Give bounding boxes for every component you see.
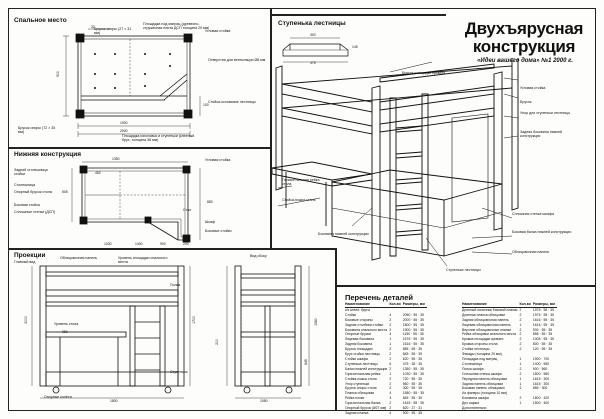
part-qty: 2 [519,371,522,376]
dim-lower-1350: 1350 [112,157,120,161]
part-name: Верхние облицовочные планки [462,327,512,332]
part-name: Боковина шкафа [462,396,489,401]
part-name: Боковая панель облицовки [462,386,505,391]
part-name: Опорные бруски [345,332,371,337]
part-size: 2050 · 55 · 35 [402,312,424,317]
part-name: Опорный брусок (Ø27 мм) [345,406,387,411]
part-name: Кромка площадки кровати [462,337,504,342]
part-qty: 2 [389,366,392,371]
part-qty: 1 [519,401,522,406]
part-size: 845 · 55 · 35 [402,396,423,401]
part-size: 1580 · 55 · 35 [402,391,424,396]
part-size: 1576 · 55 · 35 [402,337,424,342]
part-name: Кромка стороны стола [462,342,498,347]
label-3d-stair-step: Ступенька лестницы [446,268,481,272]
parts-table-right [462,302,557,411]
part-name: Длинная планка облицовки [462,312,506,317]
label-3d-lower-side: Боковина нижней конструкции [318,232,369,236]
part-qty: 2 [519,347,522,352]
label-lower-corner-post: Угловая стойка [205,158,231,162]
part-qty: 2 [389,322,392,327]
dim-sleep-100: 100 [203,103,209,107]
label-proj-step: Ступенька [170,370,188,374]
part-size: 2000 · 55 · 35 [402,317,424,322]
part-qty: 4 [389,312,392,317]
part-size: 1616 · 55 · 35 [402,342,424,347]
part-qty: 2 [389,352,392,357]
part-size: 855 · 300 [532,386,548,391]
dim-sleep-900: 900 [55,71,60,77]
divider-3d-parts [335,285,596,287]
part-size: 300 · 55 · 35 [402,386,423,391]
part-name: Стойка-ножка стола [345,376,377,381]
label-3d-corner-post: Угловая стойка [520,86,546,90]
dim-lower-450: 450 [95,171,101,175]
label-3d-bed-beam: Брусок площадки кровати [402,71,446,75]
label-3d-beam: Брусок [520,100,532,104]
part-qty: 1 [389,371,392,376]
part-name: Рейка облицовки спального места [462,332,516,337]
label-lower-table-beam: Опорный брусок стола [14,190,52,194]
section-title-parts: Перечень деталей [345,293,414,302]
dim-proj-1580: 1580 [313,318,318,326]
parts-row [345,411,427,416]
part-size: 1615 · 300 [532,381,550,386]
part-qty: 2 [519,327,522,332]
label-3d-desk-leg: Стойка-ножка стола [282,198,316,202]
part-name: Горизонтальная рейка [345,371,381,376]
label-3d-desk-rail: Горизонтальная рейка стола [282,178,320,186]
part-size: 1500 · 400 [532,401,550,406]
part-qty: 1 [519,361,522,366]
part-name: Стойка лестницы [462,347,490,352]
part-size: 1976 · 55 · 35 [532,307,555,312]
part-name: Площадка под матрац [462,356,498,361]
part-qty: 2 [519,337,522,342]
main-view-projection [30,262,210,404]
part-name: Боковые стороны [345,317,373,322]
dim-lower-1030: 1030 [104,242,112,246]
label-proj-cladding: Облицовочная панель [60,256,98,260]
dim-proj-1050: 1050 [260,399,268,403]
parts-header-qty: Кол-во [519,302,531,306]
part-qty: 2 [389,347,392,352]
part-size: 845 · 55 · 35 [402,352,423,357]
part-name: Дно ящика [462,401,479,406]
part-qty: 2 [389,406,392,411]
part-size: 1150 · 55 · 35 [402,332,424,337]
part-name: Сплошная стенка шкафа [462,371,502,376]
part-size: 900 · 560 [532,366,548,371]
label-proj-table-level: Уровень стола [54,322,79,326]
parts-header-size: Размеры, мм [532,302,555,306]
part-qty: 2 [519,342,522,347]
label-3d-cabinet-wall: Сплошная стенка шкафа [512,212,555,216]
part-name: Брусок площадки [345,347,373,352]
part-size [533,406,557,411]
part-qty: 1 [519,322,522,327]
part-size: 820 · 27 · 31 [402,406,423,411]
part-size: 900 · 55 · 35 [402,410,423,415]
label-lower-side-posts: Боковые стойки [205,229,232,233]
view-label-side: Вид сбоку [250,254,267,258]
page-subtitle: «Идеи вашего дома» №1 2000 г. [477,58,573,64]
part-qty [519,406,532,411]
dim-proj-2000: 2000 [23,316,28,324]
part-size: 475 · 35 · 35 [402,361,423,366]
dim-sleep-32: 32 [91,25,95,29]
part-qty: 3 [389,396,392,401]
dim-lower-200: 200 [183,242,189,246]
part-name: Задние столбики стойки [345,322,384,327]
part-name: Упор ступеньки [345,381,370,386]
part-name: Брус стойки лестницы [345,352,380,357]
parts-row [462,406,557,411]
dim-proj-845: 845 [303,359,308,365]
label-sleep-vent: Отверстия для вентиляции Ø8 мм [208,58,266,62]
part-qty: 2 [519,366,522,371]
label-sleep-beam-bottom: Брусок опоры (72 × 35 мм) [18,126,56,134]
label-lower-back-post: Задний столешница стойки [14,168,48,176]
label-3d-step-support: Упор для ступеньки лестницы [520,111,571,115]
label-lower-table: Стол [183,208,192,212]
parts-row [462,323,557,328]
part-name: Лицевая облицовочная панель [462,322,511,327]
part-qty: 1 [519,381,522,386]
label-3d-cladding: Облицовочная панель [512,250,550,254]
part-name: Горизонтальная балка [345,401,381,406]
part-qty: 2 [519,332,522,337]
part-size: 1616 · 55 · 35 [532,317,555,322]
part-size: 120 · 55 · 35 [532,347,553,352]
part-name: Планка облицовки [345,391,375,396]
part-size: 1900 · 55 · 35 [402,327,424,332]
part-size: 1030 · 55 · 35 [402,371,424,376]
dim-stair-145: 145 [352,45,358,49]
parts-header-name: Наименование [345,302,389,307]
dim-proj-1700: 1700 [191,316,196,324]
label-lower-tabletop: Столешница [14,183,36,187]
lower-construction-plan [60,160,220,245]
label-sleep-beam-top: Брусок опоры (27 × 31 мм) [94,27,132,35]
dim-lower-505: 505 [62,190,68,194]
part-name: Задняя облицовочная панель [462,317,509,322]
label-lower-walls: Сплошные стенки (ДСП) [14,210,56,214]
part-size: 1976 · 55 · 35 [532,312,555,317]
parts-group-label: Из клеев. бруса [345,307,370,312]
divider-top [270,14,446,16]
part-qty: 2 [519,307,522,312]
part-qty: 6 [389,361,392,366]
dim-stair-475: 475 [310,61,316,65]
part-qty: 2 [519,386,522,391]
part-qty: 2 [519,312,522,317]
dim-lower-900: 900 [160,242,166,246]
part-size: 1615 · 300 [532,376,550,381]
part-size: 1615 · 55 · 35 [402,401,424,406]
part-size: 1400 · 550 [532,361,550,366]
part-name: Из фанеры (толщина 10 мм) [462,391,507,396]
dim-proj-1800: 1800 [110,399,118,403]
part-name: Брусок опоры стола [345,386,377,391]
section-title-lower: Нижняя конструкция [14,151,82,158]
dim-sleep-2000: 2000 [120,129,128,133]
part-size: 800 · 55 · 35 [532,342,553,347]
bunk-bed-3d-view [272,58,572,278]
dim-sleep-1900: 1900 [120,121,128,125]
part-qty: 2 [389,356,392,361]
part-size: 720 · 55 · 35 [402,376,423,381]
label-sleep-ladder-base: Стойка-основание лестницы [208,100,256,104]
label-proj-sleep-level: Уровень площадки спального места [118,256,168,264]
part-name: Столешница [462,361,482,366]
label-sleep-headboard: Площадка изголовья и ступеньки (клееный брус, толщина 36 мм) [122,134,195,142]
view-label-main: Главный вид [14,260,36,264]
part-name: Лицевая боковина [345,337,375,342]
dim-stair-300: 300 [310,33,316,37]
part-name: Стойки [345,312,357,317]
part-name: Ступенька лестницы [345,361,378,366]
parts-header-size: Размеры, мм [402,302,425,306]
parts-row [345,367,427,372]
parts-table-left [345,302,427,416]
part-size: 1900 · 700 [532,356,550,361]
part-name: Передняя панель облицовки [462,376,508,381]
divider-sleeping-lower [8,147,270,149]
label-sleep-corner-post: Угловая стойка [205,29,231,33]
part-name: Рейка полки [345,396,365,401]
part-name: Полка шкафа [462,366,484,371]
part-qty: 4 [389,391,392,396]
label-sleep-mattress: Площадка под матрац (древесно-стружечная плита ДСП толщина 20 мм) [143,22,210,30]
part-size: 1350 · 55 · 35 [402,366,424,371]
part-size: 885 · 55 · 35 [402,347,423,352]
part-name: Балки нижней конструкции [345,366,388,371]
label-3d-back-side: Задняя боковина нижней конструкции [520,130,563,138]
part-name: Задняя боковина [345,342,373,347]
part-size: 1800 · 55 · 35 [402,322,424,327]
dim-proj-210: 210 [214,339,219,345]
dim-lower-1400: 1400 [135,242,143,246]
part-size: 858 · 55 · 35 [532,332,553,337]
part-name: Задняя планка [345,410,369,415]
part-qty: 1 [519,356,522,361]
part-size: 560 · 55 · 35 [402,381,423,386]
part-name: Стойки шкафа [345,356,368,361]
part-name: Длинный наличник боковой планки [462,307,518,312]
part-qty: 2 [519,317,522,322]
part-qty: 1 [389,342,392,347]
parts-header-name: Наименование [462,302,519,307]
part-qty: 2 [389,381,392,386]
part-qty: 2 [389,317,392,322]
dim-proj-950: 950 [62,330,68,334]
part-qty: 2 [389,386,392,391]
page-title: Двухъярусная конструкция [464,19,584,56]
label-proj-shelf: Полка [170,283,181,287]
part-qty: 4 [389,332,392,337]
side-view-projection [225,262,325,404]
label-proj-wheels: Опорные колёса [44,395,72,399]
part-name: Задняя панель облицовки [462,381,503,386]
label-3d-side-beam: Боковая балка нижней конструкции [512,230,572,234]
part-name: Боковина спального места [345,327,388,332]
part-size: 620 · 55 · 35 [402,356,423,361]
section-title-projections: Проекции [14,252,46,259]
part-size: 1800 · 560 [532,371,550,376]
part-name: Фасады (толщина 20 мм) [462,352,502,357]
part-size: 900 · 55 · 35 [532,327,553,332]
part-qty: 2 [389,401,392,406]
part-name: Дополнительно [462,406,487,411]
section-title-sleeping: Спальное место [14,17,67,24]
label-lower-side-post: Боковая стойка [14,203,40,207]
part-qty: 2 [389,376,392,381]
part-qty: 4 [389,410,392,415]
part-size: 1005 · 55 · 35 [532,337,555,342]
part-size: 1800 · 420 [532,396,550,401]
part-qty: 1 [519,376,522,381]
dim-lower-880: 880 [207,200,213,204]
section-title-stairs: Ступенька лестницы [278,20,346,27]
part-qty: 2 [389,327,392,332]
label-lower-cabinet: Шкаф [205,220,215,224]
part-size: 1616 · 55 · 35 [532,322,555,327]
part-qty: 1 [389,337,392,342]
part-qty: 2 [519,396,522,401]
parts-header-qty: Кол-во [389,302,401,306]
